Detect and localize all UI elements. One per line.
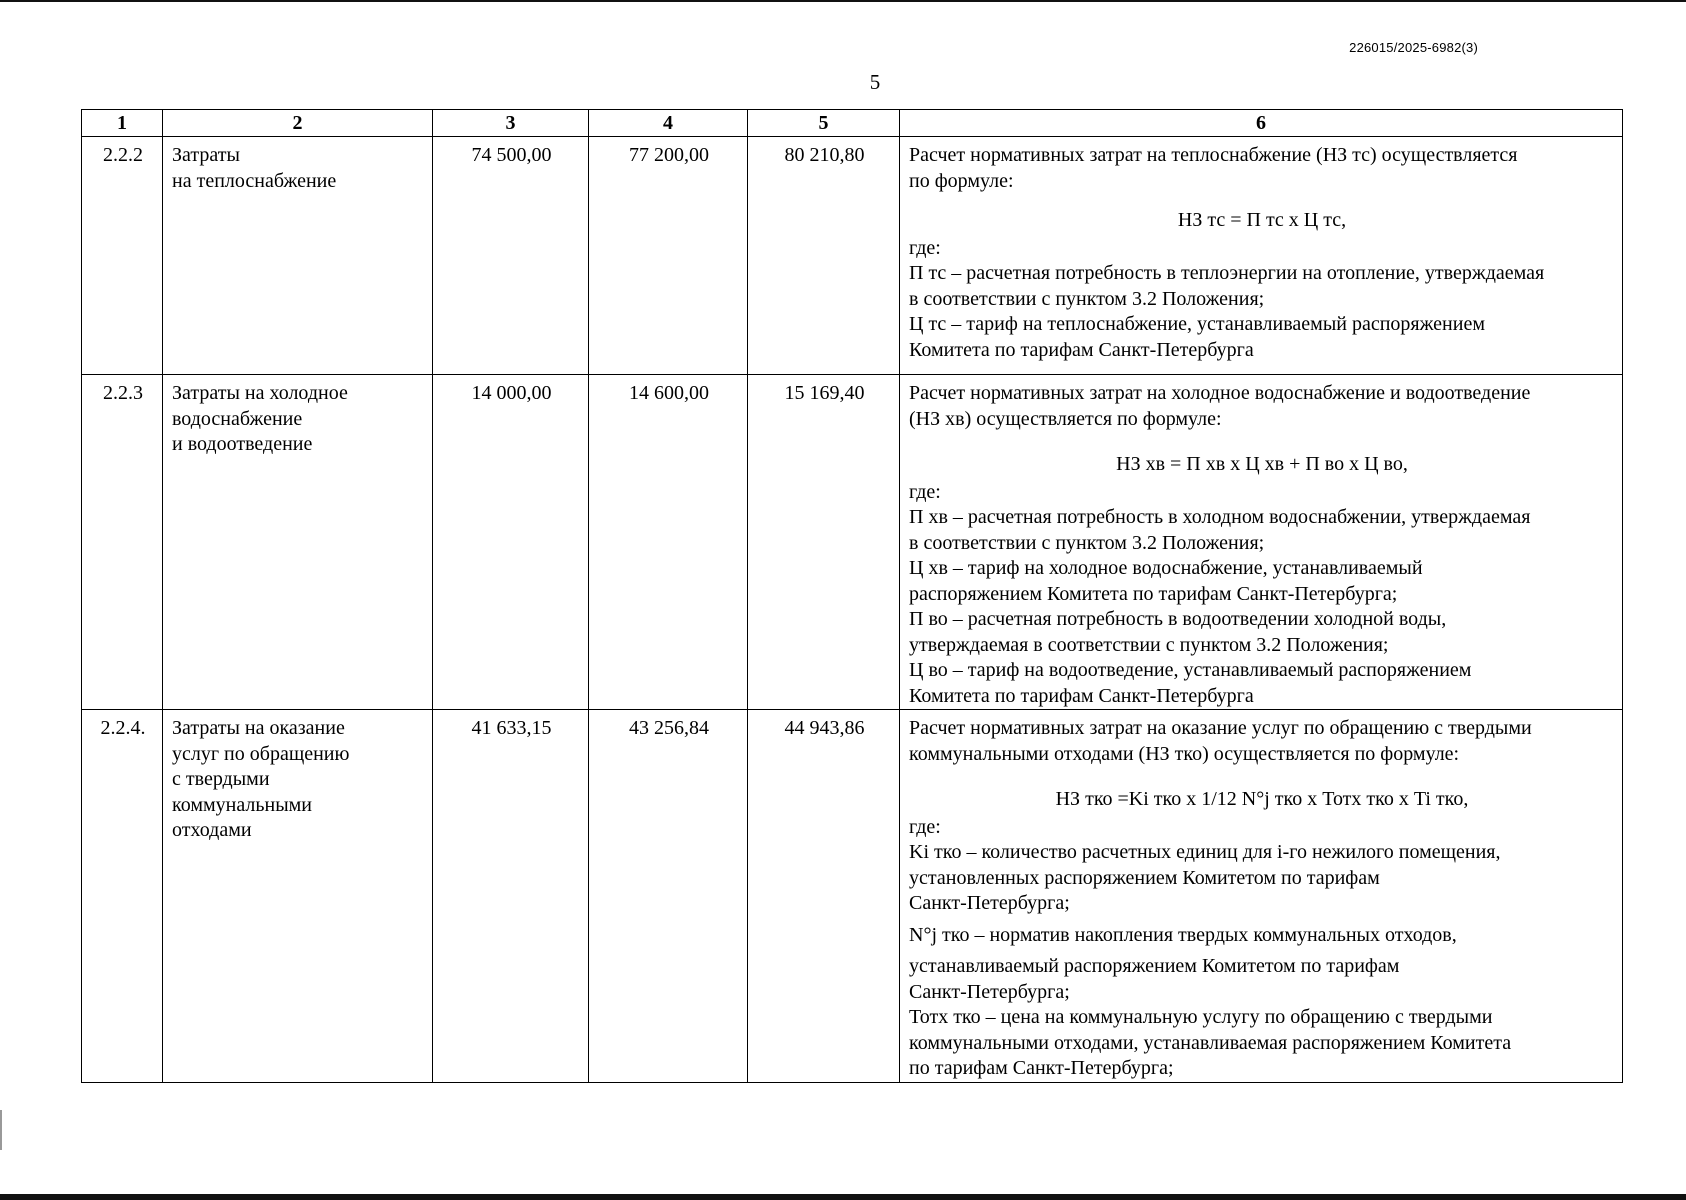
formula: НЗ хв = П хв х Ц хв + П во х Ц во, bbox=[1116, 453, 1408, 475]
description-line: Ki тко – количество расчетных единиц для i-го нежилого помещения, bbox=[909, 841, 1501, 863]
description-line: в соответствии с пунктом 3.2 Положения; bbox=[909, 287, 1265, 310]
description-line: Ц во – тариф на водоотведение, устанавливаемый распоряжением bbox=[909, 659, 1472, 681]
value-col4: 43 256,84 bbox=[589, 710, 748, 1083]
row-name-line: Затраты на оказание bbox=[172, 717, 345, 739]
row-description bbox=[900, 710, 1623, 1083]
description-line: N°j тко – норматив накопления твердых коммунальных отходов, bbox=[909, 923, 1457, 946]
description-line: Тотх тко – цена на коммунальную услугу по обращению с твердыми bbox=[909, 1006, 1493, 1028]
row-name-line: с твердыми bbox=[172, 768, 270, 790]
document-number: 226015/2025-6982(3) bbox=[1349, 40, 1478, 55]
cost-table bbox=[81, 109, 1623, 1083]
value-col5: 44 943,86 bbox=[748, 710, 900, 1083]
formula: НЗ тко =Ki тко х 1/12 N°j тко х Тотх тко х Ti тко, bbox=[1055, 788, 1469, 810]
value-col4: 14 600,00 bbox=[589, 375, 748, 710]
row-number: 2.2.2 bbox=[82, 137, 163, 375]
row-name-line: Затраты bbox=[172, 144, 240, 166]
where-label: где: bbox=[909, 236, 941, 259]
description-line: Расчет нормативных затрат на холодное водоснабжение и водоотведение bbox=[909, 382, 1531, 404]
description-line: распоряжением Комитета по тарифам Санкт-Петербурга; bbox=[909, 582, 1398, 605]
where-label: где: bbox=[909, 480, 941, 503]
formula: НЗ тс = П тс х Ц тс, bbox=[1177, 209, 1347, 231]
description-line: утверждаемая в соответствии с пунктом 3.2 Положения; bbox=[909, 633, 1389, 656]
row-name-line: коммунальными bbox=[172, 793, 312, 816]
page-number: 5 bbox=[869, 70, 881, 94]
row-number: 2.2.3 bbox=[82, 375, 163, 710]
description-line: Расчет нормативных затрат на оказание услуг по обращению с твердыми bbox=[909, 717, 1532, 739]
description-line: Ц хв – тариф на холодное водоснабжение, устанавливаемый bbox=[909, 557, 1423, 579]
description-line: Санкт-Петербурга; bbox=[909, 980, 1070, 1003]
column-header-2: 2 bbox=[163, 110, 433, 137]
value-col5: 15 169,40 bbox=[748, 375, 900, 710]
scan-margin-mark bbox=[0, 1110, 2, 1150]
row-description bbox=[900, 137, 1623, 375]
row-name bbox=[163, 375, 433, 710]
scan-bottom-edge bbox=[0, 1194, 1686, 1200]
value-col3: 74 500,00 bbox=[433, 137, 589, 375]
row-name-line: услуг по обращению bbox=[172, 742, 350, 765]
row-name bbox=[163, 137, 433, 375]
column-header-6: 6 bbox=[900, 110, 1623, 137]
row-name-line: на теплоснабжение bbox=[172, 169, 337, 192]
row-name-line: и водоотведение bbox=[172, 433, 313, 455]
description-line: установленных распоряжением Комитетом по тарифам bbox=[909, 866, 1380, 889]
description-line: Расчет нормативных затрат на теплоснабжение (НЗ тс) осуществляется bbox=[909, 144, 1518, 166]
column-header-4: 4 bbox=[589, 110, 748, 137]
table-row-water-supply bbox=[82, 375, 1623, 710]
description-line: П хв – расчетная потребность в холодном водоснабжении, утверждаемая bbox=[909, 506, 1531, 528]
table-header-row bbox=[82, 110, 1623, 137]
value-col3: 41 633,15 bbox=[433, 710, 589, 1083]
table-row-waste-management bbox=[82, 710, 1623, 1083]
column-header-1: 1 bbox=[82, 110, 163, 137]
row-name-line: Затраты на холодное bbox=[172, 382, 348, 404]
description-line: Санкт-Петербурга; bbox=[909, 892, 1070, 914]
where-label: где: bbox=[909, 815, 941, 838]
description-line: Ц тс – тариф на теплоснабжение, устанавливаемый распоряжением bbox=[909, 313, 1485, 335]
row-name-line: отходами bbox=[172, 819, 252, 841]
description-line: по формуле: bbox=[909, 169, 1014, 192]
scan-top-edge bbox=[0, 0, 1686, 2]
description-line: Комитета по тарифам Санкт-Петербурга bbox=[909, 338, 1254, 361]
description-line: коммунальными отходами, устанавливаемая распоряжением Комитета bbox=[909, 1031, 1512, 1054]
table-row-heat-supply bbox=[82, 137, 1623, 375]
row-name bbox=[163, 710, 433, 1083]
description-line: П тс – расчетная потребность в теплоэнергии на отопление, утверждаемая bbox=[909, 262, 1545, 284]
description-line: в соответствии с пунктом 3.2 Положения; bbox=[909, 531, 1265, 554]
description-line: Комитета по тарифам Санкт-Петербурга bbox=[909, 684, 1254, 707]
description-line: (НЗ хв) осуществляется по формуле: bbox=[909, 407, 1222, 430]
description-line: по тарифам Санкт-Петербурга; bbox=[909, 1057, 1174, 1079]
column-header-5: 5 bbox=[748, 110, 900, 137]
value-col5: 80 210,80 bbox=[748, 137, 900, 375]
row-description bbox=[900, 375, 1623, 710]
description-line: П во – расчетная потребность в водоотведении холодной воды, bbox=[909, 608, 1447, 630]
description-line: устанавливаемый распоряжением Комитетом по тарифам bbox=[909, 955, 1400, 977]
value-col3: 14 000,00 bbox=[433, 375, 589, 710]
column-header-3: 3 bbox=[433, 110, 589, 137]
row-number: 2.2.4. bbox=[82, 710, 163, 1083]
description-line: коммунальными отходами (НЗ тко) осуществляется по формуле: bbox=[909, 742, 1460, 765]
value-col4: 77 200,00 bbox=[589, 137, 748, 375]
row-name-line: водоснабжение bbox=[172, 407, 303, 430]
